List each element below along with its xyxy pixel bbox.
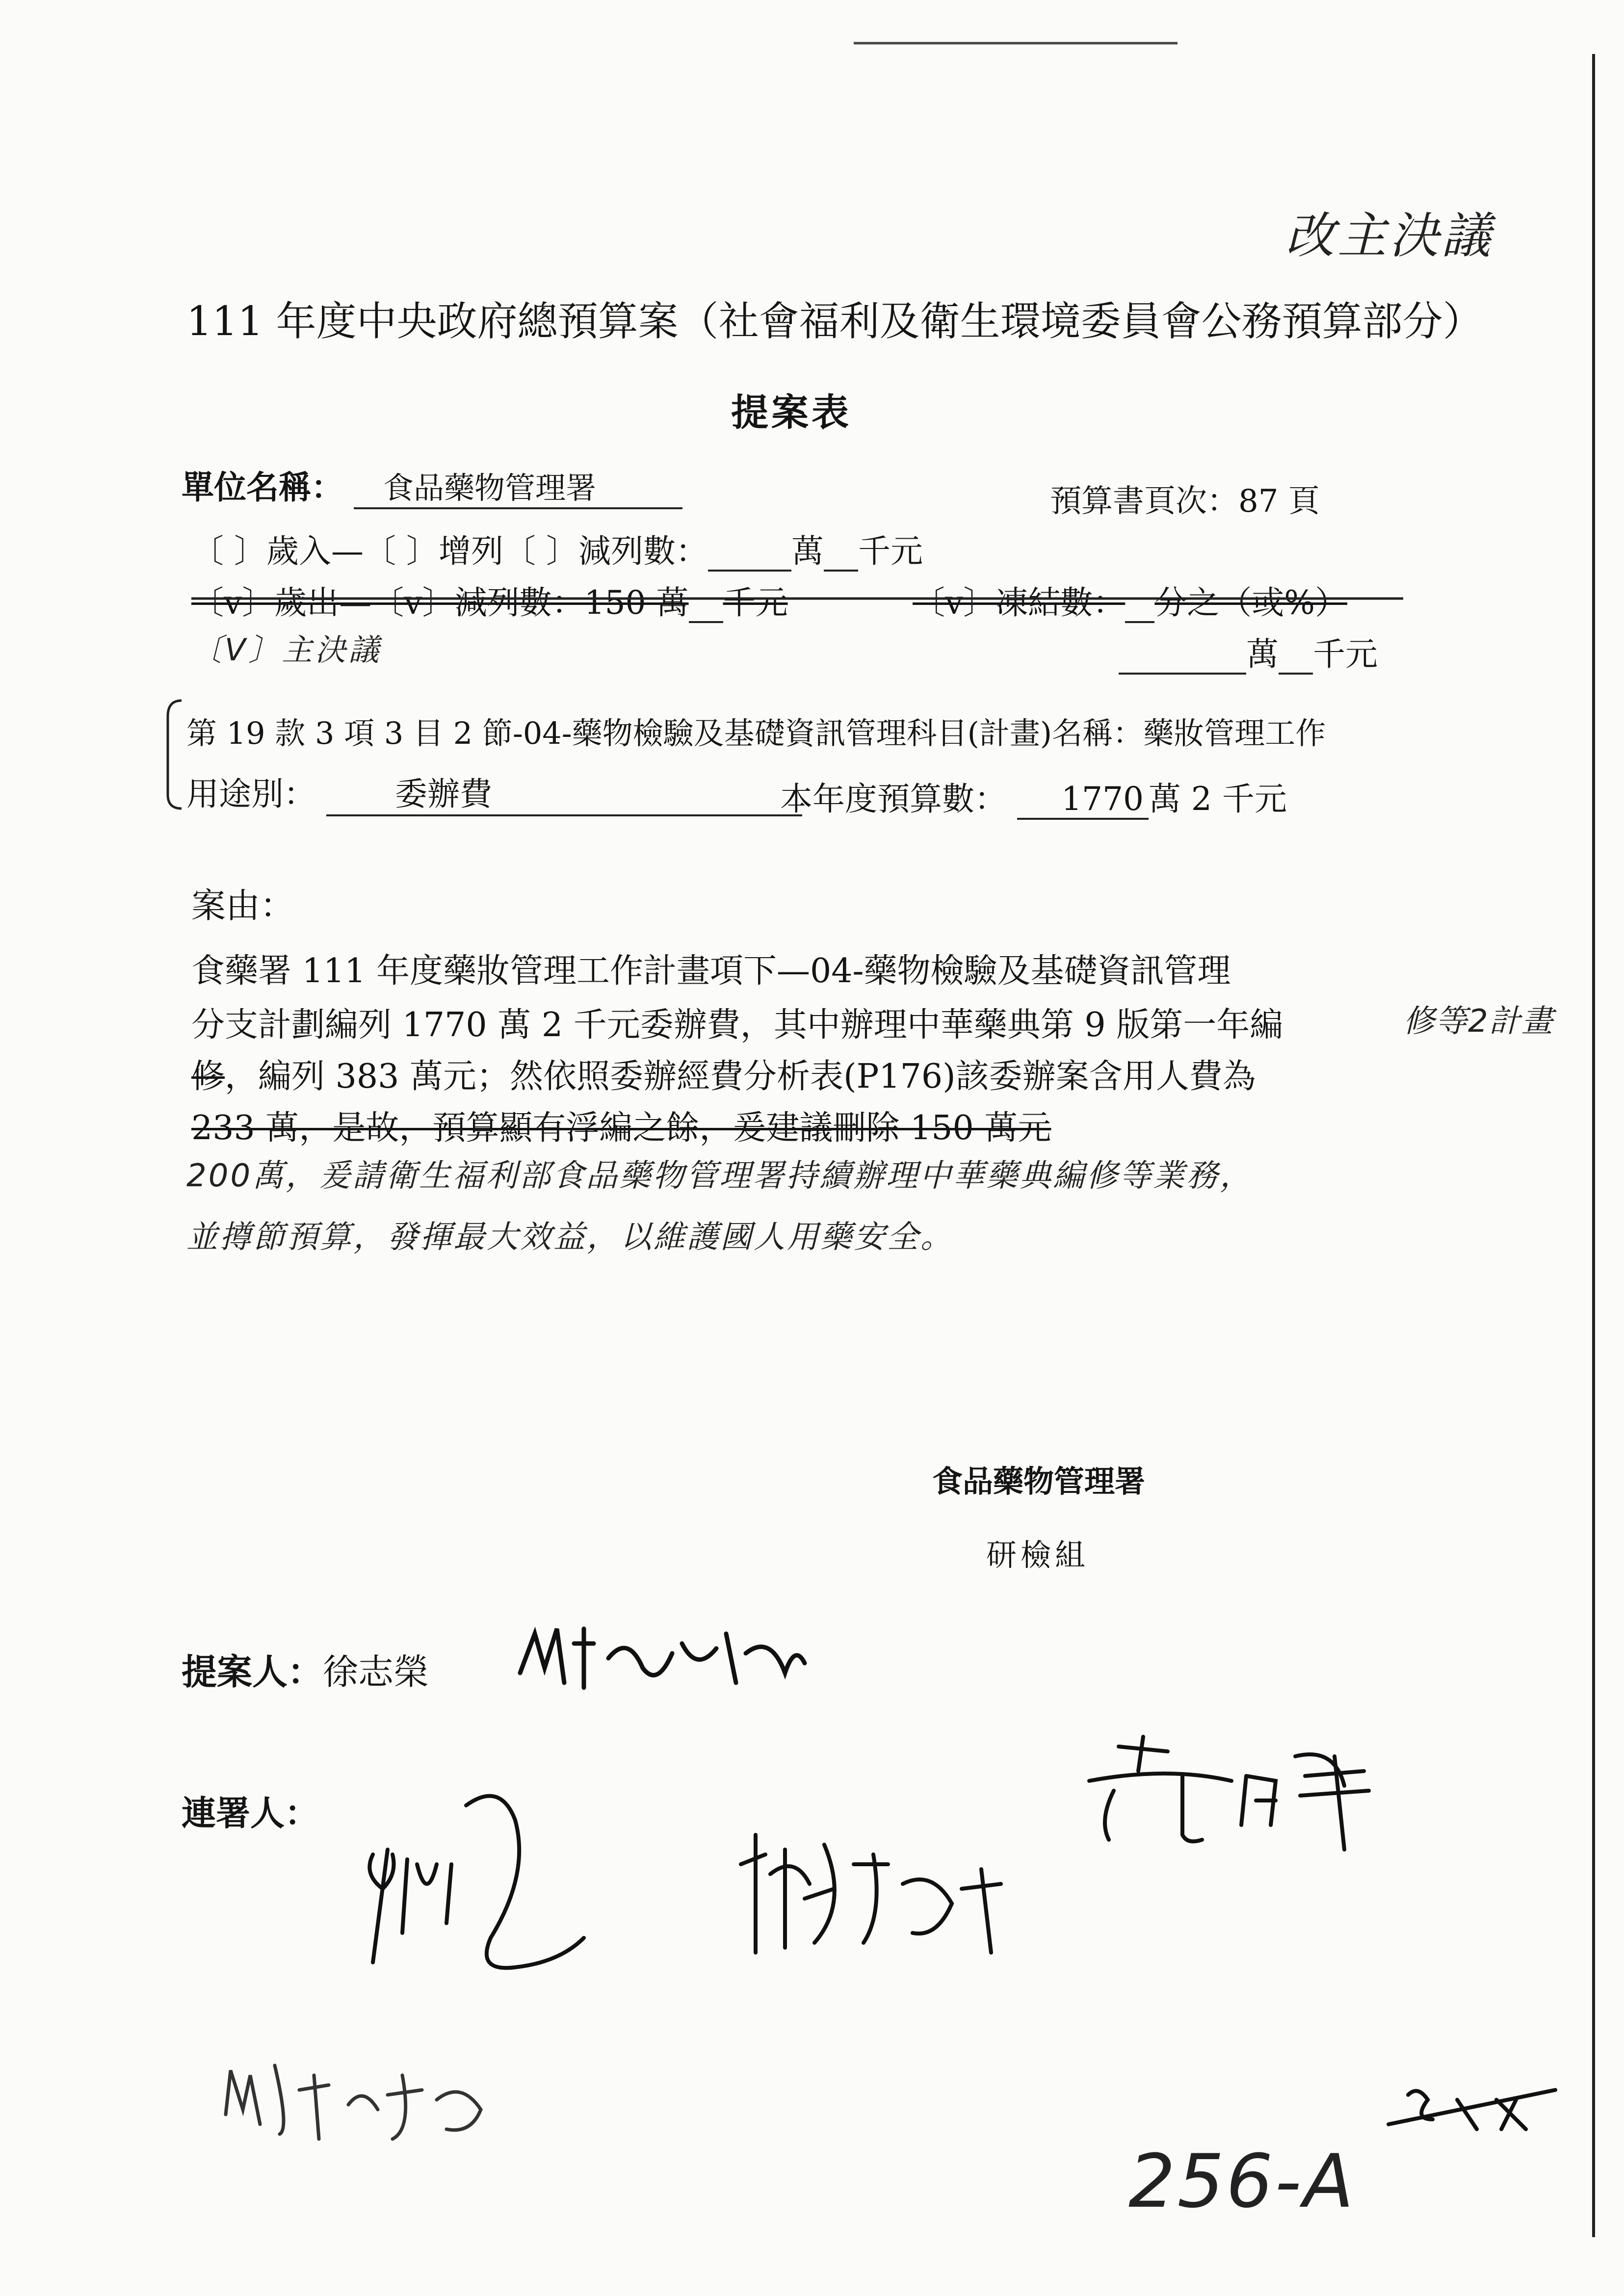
proposer-row	[182, 1644, 429, 1695]
freeze-struck: 〔v〕凍結數：	[913, 584, 1126, 622]
handwritten-annotation-top: 改主決議	[1285, 207, 1493, 264]
cosigner-label: 連署人：	[182, 1793, 319, 1833]
reason-handwritten-line-5: 200萬，爰請衛生福利部食品藥物管理署持續辦理中華藥典編修等業務，	[186, 1158, 1254, 1194]
organisation-name: 食品藥物管理署	[932, 1463, 1146, 1499]
wan-text: 萬	[791, 532, 824, 570]
budget-page-ref: 預算書頁次：87 頁	[1050, 483, 1320, 520]
reason-line-4-struck: 233 萬，是故，預算顯有浮編之餘，爰建議刪除 150 萬元	[191, 1109, 1051, 1148]
usage-row	[186, 768, 802, 816]
budget-amount: 1770	[1017, 780, 1149, 820]
unit-value: 食品藥物管理署	[354, 464, 682, 509]
qianyuan-text: 千元	[858, 532, 923, 570]
amount-qianyuan: 千元	[1313, 635, 1378, 673]
amount-line	[1119, 628, 1378, 675]
reason-line-3	[191, 1050, 1256, 1097]
document-title: 111 年度中央政府總預算案（社會福利及衛生環境委員會公務預算部分）	[186, 298, 1483, 345]
cosigner-signature-3	[1070, 1727, 1403, 1854]
usage-value: 委辦費	[326, 768, 802, 816]
revenue-label: 〔 〕歲入—〔 〕增列〔 〕減列數：	[191, 532, 708, 570]
reason-line-3-text: ，編列 383 萬元；然依照委辦經費分析表(P176)該委辦案含用人費為	[225, 1057, 1256, 1096]
reason-line-2: 分支計劃編列 1770 萬 2 千元委辦費，其中辦理中華藥典第 9 版第一年編	[191, 1006, 1283, 1044]
unit-label: 單位名稱：	[182, 468, 343, 506]
usage-label: 用途別：	[186, 775, 316, 813]
unit-row	[182, 461, 682, 509]
subject-line: 第 19 款 3 項 3 目 2 節-04-藥物檢驗及基礎資訊管理科目(計畫)名稱：藥妝管理工作	[186, 715, 1326, 751]
department-name: 研檢組	[986, 1537, 1090, 1573]
resolution-checkbox: 〔V〕主決議	[191, 632, 382, 668]
cosigner-signature-4	[216, 2041, 530, 2149]
expenditure-struck: 〔v〕歲出—〔v〕減列數：150 萬	[191, 584, 689, 622]
freeze-tail-struck: 分之（或%）	[1154, 584, 1348, 622]
reason-handwritten-line-6: 並撙節預算，發揮最大效益，以維護國人用藥安全。	[186, 1219, 954, 1255]
revenue-line	[191, 525, 923, 572]
reason-line-1: 食藥署 111 年度藥妝管理工作計畫項下—04-藥物檢驗及基礎資訊管理	[191, 952, 1231, 991]
crossed-out-page-number	[1379, 2080, 1575, 2139]
budget-label: 本年度預算數：	[780, 780, 1007, 818]
form-subtitle: 提案表	[731, 391, 852, 434]
proposer-name: 徐志榮	[323, 1651, 429, 1693]
strike-through-line	[0, 595, 1624, 604]
cosigner-signature-2	[726, 1825, 1030, 1972]
budget-suffix: 萬 2 千元	[1148, 780, 1287, 818]
reason-handwritten-insert: 修等2計畫	[1403, 1003, 1554, 1040]
expenditure-qianyuan: 千元	[723, 584, 788, 622]
budget-row	[780, 773, 1287, 820]
cosigner-signature-1	[353, 1776, 687, 1982]
reason-line-3-struck: 修	[191, 1057, 225, 1096]
proposer-signature	[510, 1614, 814, 1702]
amount-wan: 萬	[1246, 635, 1279, 673]
scan-artifact-line	[0, 39, 1624, 49]
page-number: 256-A	[1128, 2139, 1356, 2224]
page-border-line	[1590, 0, 1599, 2296]
proposer-label: 提案人：	[182, 1651, 323, 1693]
reason-heading: 案由：	[191, 886, 294, 926]
